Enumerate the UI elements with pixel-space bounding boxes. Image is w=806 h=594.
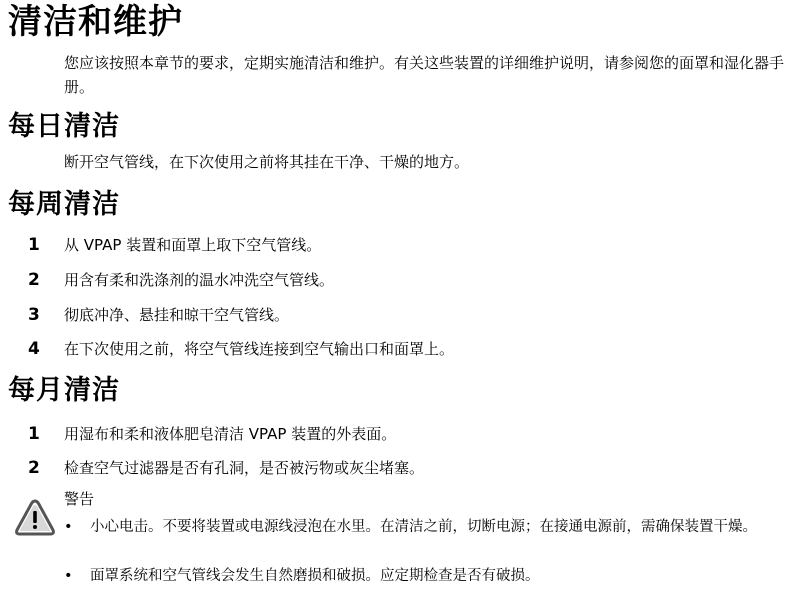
bullet-dot: • bbox=[64, 519, 73, 535]
bullet-dot: • bbox=[64, 568, 73, 584]
step-text: 用含有柔和洗涤剂的温水冲洗空气管线。 bbox=[64, 271, 335, 289]
monthly-step bbox=[28, 424, 396, 444]
bullet-text: 小心电击。不要将装置或电源线浸泡在水里。在清洁之前，切断电源；在接通电源前，需确保装置干燥。 bbox=[90, 519, 757, 535]
page-title: 清洁和维护 bbox=[8, 2, 183, 42]
weekly-heading: 每周清洁 bbox=[8, 189, 120, 220]
step-number: 1 bbox=[28, 235, 40, 255]
warning-triangle-icon bbox=[14, 498, 56, 538]
step-text: 从 VPAP 装置和面罩上取下空气管线。 bbox=[64, 236, 322, 254]
step-text: 彻底冲净、悬挂和晾干空气管线。 bbox=[64, 306, 290, 324]
weekly-step bbox=[28, 305, 289, 325]
step-text: 检查空气过滤器是否有孔洞，是否被污物或灰尘堵塞。 bbox=[64, 459, 425, 477]
step-number: 3 bbox=[28, 305, 40, 325]
daily-heading: 每日清洁 bbox=[8, 111, 120, 142]
monthly-heading: 每月清洁 bbox=[8, 375, 120, 406]
weekly-step bbox=[28, 270, 334, 290]
step-number: 2 bbox=[28, 458, 40, 478]
weekly-step bbox=[28, 235, 321, 255]
warning-bullet bbox=[60, 566, 795, 587]
warning-bullet bbox=[60, 517, 795, 538]
step-number: 1 bbox=[28, 424, 40, 444]
step-number: 2 bbox=[28, 270, 40, 290]
bullet-text: 面罩系统和空气管线会发生自然磨损和破损。应定期检查是否有破损。 bbox=[90, 568, 540, 584]
warning-title: 警告 bbox=[64, 490, 95, 508]
step-number: 4 bbox=[28, 339, 40, 359]
weekly-step bbox=[28, 339, 454, 359]
daily-text: 断开空气管线，在下次使用之前将其挂在干净、干燥的地方。 bbox=[64, 153, 470, 171]
monthly-step bbox=[28, 458, 424, 478]
step-text: 在下次使用之前，将空气管线连接到空气输出口和面罩上。 bbox=[64, 340, 455, 358]
step-text: 用湿布和柔和液体肥皂清洁 VPAP 装置的外表面。 bbox=[64, 425, 397, 443]
intro-paragraph: 您应该按照本章节的要求，定期实施清洁和维护。有关这些装置的详细维护说明，请参阅您的面罩和湿化器手册。 bbox=[64, 54, 785, 96]
